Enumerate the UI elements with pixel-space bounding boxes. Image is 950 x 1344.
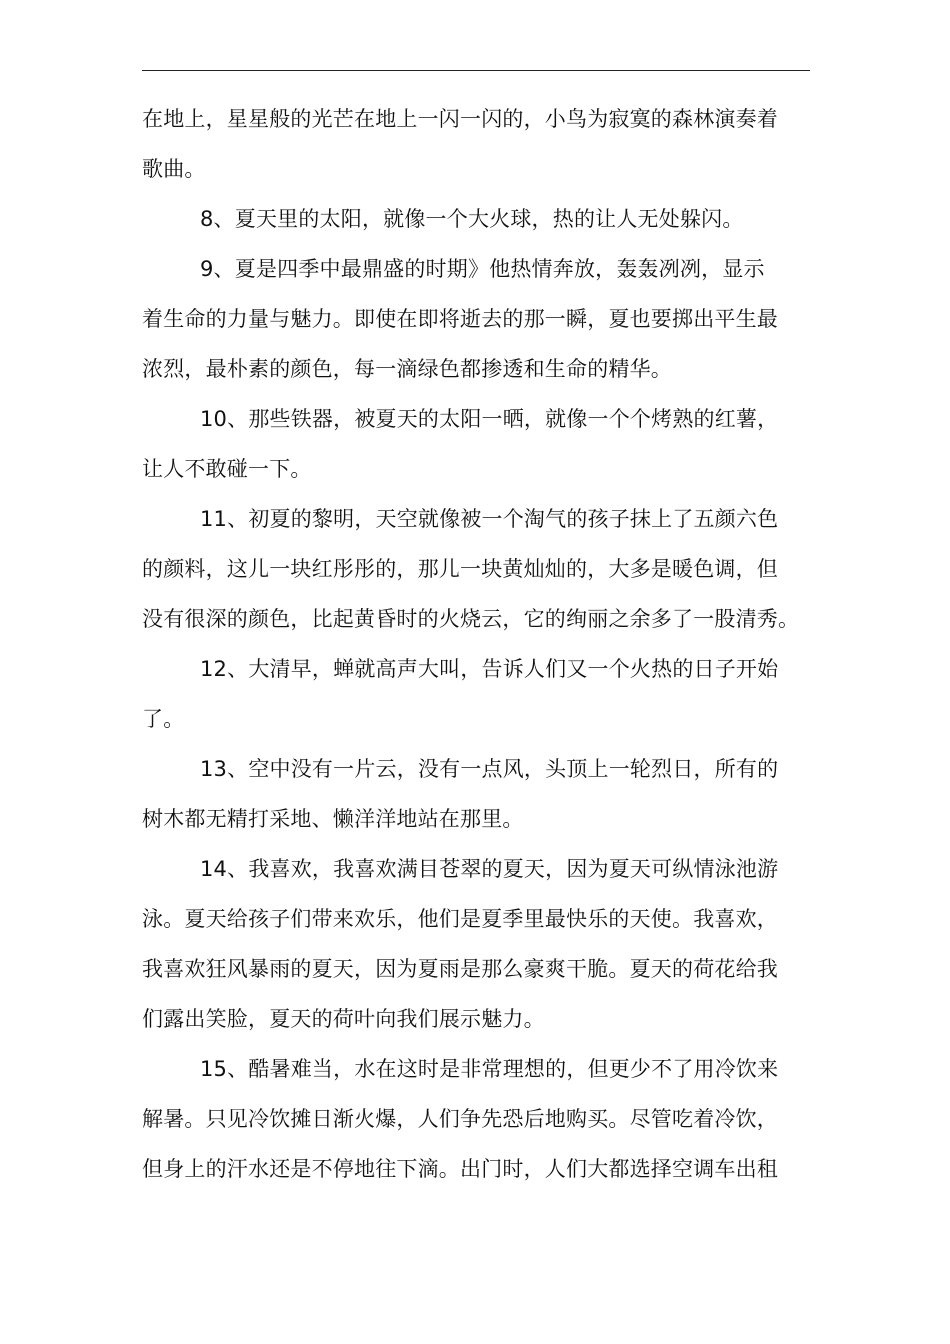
text-line: 们露出笑脸，夏天的荷叶向我们展示魅力。 <box>142 1007 545 1031</box>
paragraph-10: 10、那些铁器，被夏天的太阳一晒，就像一个个烤熟的红薯， <box>200 407 779 431</box>
paragraph-15: 15、酷暑难当，水在这时是非常理想的，但更少不了用冷饮来 <box>200 1057 779 1081</box>
text-line: 解暑。只见冷饮摊日渐火爆，人们争先恐后地购买。尽管吃着冷饮， <box>142 1107 778 1131</box>
text-line: 了。 <box>142 707 185 731</box>
paragraph-13: 13、空中没有一片云，没有一点风，头顶上一轮烈日，所有的 <box>200 757 779 781</box>
text-line: 歌曲。 <box>142 157 206 181</box>
text-line: 着生命的力量与魅力。即使在即将逝去的那一瞬，夏也要掷出平生最 <box>142 307 778 331</box>
text-line: 没有很深的颜色，比起黄昏时的火烧云，它的绚丽之余多了一股清秀。 <box>142 607 800 631</box>
paragraph-9: 9、夏是四季中最鼎盛的时期》他热情奔放，轰轰冽冽，显示 <box>200 257 765 281</box>
text-line: 但身上的汗水还是不停地往下滴。出门时，人们大都选择空调车出租 <box>142 1157 778 1181</box>
paragraph-14: 14、我喜欢，我喜欢满目苍翠的夏天，因为夏天可纵情泳池游 <box>200 857 779 881</box>
header-rule <box>142 70 810 71</box>
paragraph-11: 11、初夏的黎明，天空就像被一个淘气的孩子抹上了五颜六色 <box>200 507 779 531</box>
text-line: 泳。夏天给孩子们带来欢乐，他们是夏季里最快乐的天使。我喜欢， <box>142 907 778 931</box>
paragraph-8: 8、夏天里的太阳，就像一个大火球，热的让人无处躲闪。 <box>200 207 744 231</box>
text-line: 浓烈，最朴素的颜色，每一滴绿色都掺透和生命的精华。 <box>142 357 672 381</box>
text-line: 让人不敢碰一下。 <box>142 457 312 481</box>
text-line: 树木都无精打采地、懒洋洋地站在那里。 <box>142 807 524 831</box>
text-line: 在地上，星星般的光芒在地上一闪一闪的，小鸟为寂寞的森林演奏着 <box>142 107 778 131</box>
paragraph-12: 12、大清早，蝉就高声大叫，告诉人们又一个火热的日子开始 <box>200 657 779 681</box>
document-body <box>142 94 822 1194</box>
text-line: 的颜料，这儿一块红彤彤的，那儿一块黄灿灿的，大多是暖色调，但 <box>142 557 778 581</box>
text-line: 我喜欢狂风暴雨的夏天，因为夏雨是那么豪爽干脆。夏天的荷花给我 <box>142 957 778 981</box>
